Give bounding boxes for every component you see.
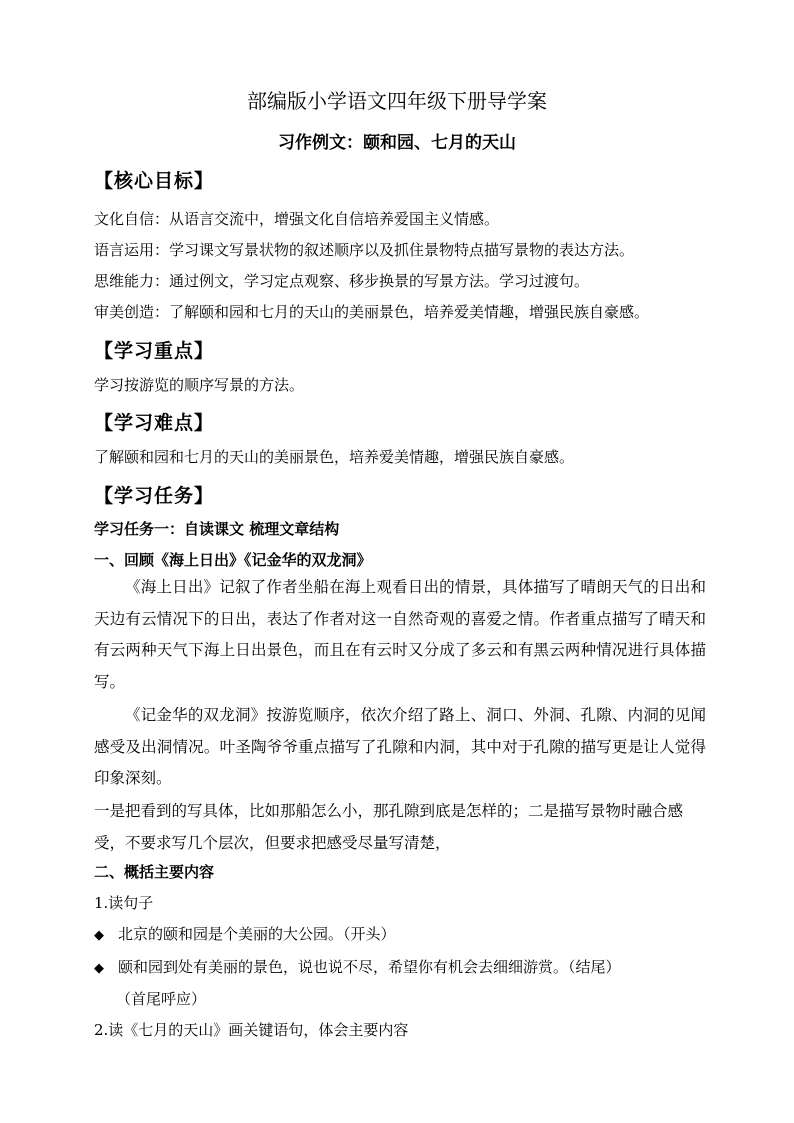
core-goal-language: 语言运用：学习课文写景状物的叙述顺序以及抓住景物特点描写景物的表达方法。 <box>94 241 635 259</box>
echo-note: （首尾呼应） <box>116 990 207 1008</box>
difficulty-heading: 【学习难点】 <box>94 412 215 434</box>
opening-sentence-text: 北京的颐和园是个美丽的大公园。（开头） <box>118 925 396 943</box>
core-goal-aesthetic: 审美创造：了解颐和园和七月的天山的美丽景色，培养爱美情趣，增强民族自豪感。 <box>94 303 650 321</box>
diamond-bullet-icon: ◆ <box>94 928 104 943</box>
core-goal-thinking: 思维能力：通过例文，学习定点观察、移步换景的写景方法。学习过渡句。 <box>94 272 590 290</box>
tasks-heading: 【学习任务】 <box>94 485 215 507</box>
paragraph-sunrise: 《海上日出》记叙了作者坐船在海上观看日出的情景，具体描写了晴朗天气的日出和天边有云情况下的日出，表达了作者对这一自然奇观的喜爱之情。作者重点描写了晴天和有云两种天气下海上日出景色，而且在有云时又分成了多云和有黑云两种情况进行具体描写。 <box>94 578 706 691</box>
task-1-title: 学习任务一：自读课文 梳理文章结构 <box>94 520 340 538</box>
closing-sentence-text: 颐和园到处有美丽的景色，说也说不尽，希望你有机会去细细游赏。（结尾） <box>118 958 621 976</box>
paragraph-writing-tips: 一是把看到的写具体，比如那船怎么小，那孔隙到底是怎样的；二是描写景物时融合感受，不要求写几个层次，但要求把感受尽量写清楚， <box>94 802 684 852</box>
core-goal-culture: 文化自信：从语言交流中，增强文化自信培养爱国主义情感。 <box>94 210 500 228</box>
step-read-sentences: 1.读句子 <box>94 894 154 912</box>
review-heading: 一、回顾《海上日出》《记金华的双龙洞》 <box>94 551 372 569</box>
summary-heading: 二、概括主要内容 <box>94 863 215 881</box>
bullet-opening-sentence <box>94 923 396 944</box>
bullet-closing-sentence <box>94 956 621 977</box>
core-goals-heading: 【核心目标】 <box>94 170 215 192</box>
paragraph-double-dragon-cave: 《记金华的双龙洞》按游览顺序，依次介绍了路上、洞口、外洞、孔隙、内洞的见闻感受及出洞情况。叶圣陶爷爷重点描写了孔隙和内洞，其中对于孔隙的描写更是让人觉得印象深刻。 <box>94 706 706 787</box>
difficulty-text: 了解颐和园和七月的天山的美丽景色，培养爱美情趣，增强民族自豪感。 <box>94 448 575 466</box>
document-subtitle: 习作例文：颐和园、七月的天山 <box>278 133 516 153</box>
key-point-heading: 【学习重点】 <box>94 340 215 362</box>
step-read-tianshan: 2.读《七月的天山》画关键语句，体会主要内容 <box>94 1021 409 1039</box>
document-title: 部编版小学语文四年级下册导学案 <box>247 89 547 113</box>
diamond-bullet-icon: ◆ <box>94 961 104 976</box>
key-point-text: 学习按游览的顺序写景的方法。 <box>94 376 305 394</box>
